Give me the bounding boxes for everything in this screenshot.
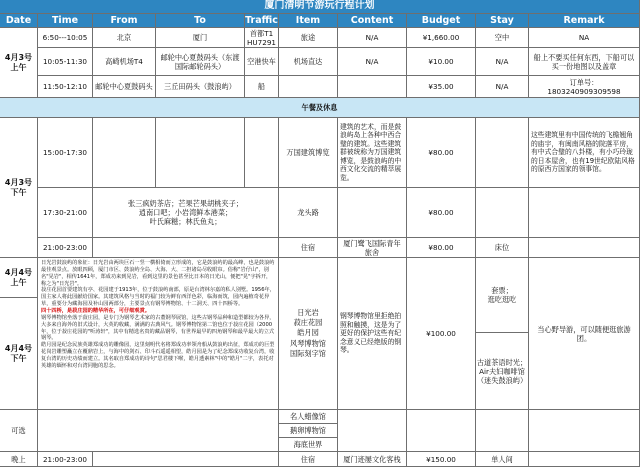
r7-desc-piano: 钢琴博物馆坐落于菽庄园，是专门为钢琴艺术家的古董钢琴展馆，这些古钢琴品种和造型都较为各异，大多来自海外的旧式设计，大英的收藏，满满的古典风气。钢琴博物馆第二馆也位于菽庄花园（2000年，位于菽庄花园的"听涛轩"，其中有精选名贵的藏品钢琴，有世界最早的四角钢琴和最早最大的立式钢琴。	[41, 314, 275, 342]
optional-underwater-world: 海底世界	[279, 438, 338, 452]
r5-content	[338, 188, 407, 238]
r1-from: 北京	[93, 28, 156, 48]
r5-time: 17:30-21:00	[38, 188, 93, 238]
r6-content: 厦门鹭飞国际青年旅舍	[338, 238, 407, 258]
header-date: Date	[0, 14, 38, 28]
header-content: Content	[338, 14, 407, 28]
sheet-title: 厦门清明节游玩行程计划	[0, 0, 640, 14]
r1-to: 厦门	[156, 28, 245, 48]
date-apr4-am: 4月4号 上午	[0, 258, 38, 298]
r7-desc-moon: 皓月园是纪念民族英雄郑成功的雕像园，这里刻明代名将郑成功率领舟船从鼓浪屿出征，郑成功的巨型花岗岩雕塑矗立在覆鼎岩上，与海中的剑石、印斗石遥遥相望，皓月园是为了纪念郑成功收复台湾，收复台湾的历史功绩而建立。其名取自郑成功的诗句"思君楼下喉，皓月透素林"中的"皓月"二字，表托对英雄的缅怀和对台湾同胞的思念。	[41, 342, 275, 369]
r6-route	[93, 238, 279, 258]
r7-stay-cafe: 古道茶语时光； Air夫妇咖啡馆 （迷失鼓浪屿）	[476, 333, 529, 410]
r2-content: N/A	[338, 48, 407, 76]
date-apr3-am: 4月3号 上午	[0, 28, 38, 98]
r9-budget: ¥150.00	[407, 452, 476, 467]
r7-desc-garden: 菽庄花园首要建筑有亭、花园建于1913年，位于鼓浪屿南部，原是台湾林尔嘉的私人别墅。1956年，国主家人将此园献给国家。其建筑风格与当时的福门较为鲜有西洋色彩，临海而筑，园内遍植奇花异草，重要分为藏海园及补山园两部分，主要景点有钢琴博物馆、十二洞天、四十四桥等。	[41, 287, 275, 308]
optional-blank	[38, 410, 279, 452]
header-budget: Budget	[407, 14, 476, 28]
r7-desc-rock: 日光岩鼓浪屿的象征：日光岩由两块巨石一竖一横相倚而立形成的，它是鼓浪屿的最高峰，也是鼓浪屿最佳观景点。放眼四顾，厦门市区、鼓浪屿全岛、大海、大、二担诸岛尽收眼帘。俗称"岩仔山"，别名"晃岩"，相传1641年，郑成功来到晃岩，看到这里的景色甚至比日本的日光山，便把"晃"字拆开，称之为"日光岩"。	[41, 260, 275, 287]
r3-traffic: 船	[245, 76, 279, 98]
r9-stay: 单人间	[476, 452, 529, 467]
r3-content	[338, 76, 407, 98]
evening-label: 晚上	[0, 452, 38, 467]
r9-item: 住宿	[279, 452, 338, 467]
r2-time: 10:05-11:30	[38, 48, 93, 76]
r1-time: 6:50---10:05	[38, 28, 93, 48]
r1-item: 旅途	[279, 28, 338, 48]
r3-time: 11:50-12:10	[38, 76, 93, 98]
r2-item: 机场直达	[279, 48, 338, 76]
r6-remark	[529, 238, 640, 258]
r4-stay	[476, 118, 529, 188]
header-remark: Remark	[529, 14, 640, 28]
r5-item: 龙头路	[279, 188, 338, 238]
r7-stay-ticket: 套票； 逛吃逛吃	[476, 258, 529, 333]
r1-traffic: 首都T1 HU7291	[245, 28, 279, 48]
header-from: From	[93, 14, 156, 28]
header-stay: Stay	[476, 14, 529, 28]
r2-traffic: 空港快车	[245, 48, 279, 76]
optional-stay	[476, 410, 529, 452]
header-item: Item	[279, 14, 338, 28]
r4-time: 15:00-17:30	[38, 118, 93, 188]
r5-budget: ¥80.00	[407, 188, 476, 238]
date-apr3-pm: 4月3号 下午	[0, 118, 38, 258]
r6-budget: ¥80.00	[407, 238, 476, 258]
r3-stay: N/A	[476, 76, 529, 98]
r6-time: 21:00-23:00	[38, 238, 93, 258]
r5-food-list: 张三疯奶茶店；芒果芒果胡桃夹子； 逍南口吧；小岩湾鲜本港菜； 叶氏麻糍；林氏鱼丸；	[93, 188, 279, 238]
r9-route	[93, 452, 279, 467]
r4-traffic	[245, 118, 279, 188]
r3-to: 三丘田码头（鼓浪屿）	[156, 76, 245, 98]
r7-budget: ¥100.00	[407, 258, 476, 410]
r4-to	[156, 118, 245, 188]
r4-remark: 这些建筑里有中国传统的飞檐翘角的庙宇，有闽南风格的院落平房，有中式合璧的八卦楼，有小巧玲珑的日本屋舍，也有19世纪欧陆风格的原西方国家的领事馆。	[529, 118, 640, 188]
optional-remark	[529, 410, 640, 452]
optional-pebble-museum: 鹅卵博物馆	[279, 424, 338, 438]
lunch-rest-band: 午餐及休息	[0, 98, 640, 118]
r4-from	[93, 118, 156, 188]
optional-budget	[407, 410, 476, 452]
header-to: To	[156, 14, 245, 28]
r4-budget: ¥80.00	[407, 118, 476, 188]
r1-stay: 空中	[476, 28, 529, 48]
r2-budget: ¥10.00	[407, 48, 476, 76]
r7-item: 日光岩 菽庄花园 皓月园 风琴博物馆 国际刻字馆	[279, 258, 338, 410]
date-apr4-pm: 4月4号 下午	[0, 298, 38, 410]
r4-content: 建筑的艺术，而是鼓浪屿岛上各种中西合璧的建筑。这些建筑群被统称为万国建筑博览，是鼓浪屿的中西文化交流的精萃展览。	[338, 118, 407, 188]
r2-to: 邮轮中心夏鼓码头（东渡国际邮轮码头）	[156, 48, 245, 76]
r3-item	[279, 76, 338, 98]
r7-tip: 四十四桥，是菽庄园的精华所在，可仔细观赏。	[41, 308, 150, 315]
r3-from: 邮轮中心夏鼓码头	[93, 76, 156, 98]
r5-stay	[476, 188, 529, 238]
r2-from: 高崎机场T4	[93, 48, 156, 76]
r6-stay: 床位	[476, 238, 529, 258]
r9-content: 厦门迹屡文化客栈	[338, 452, 407, 467]
r4-item: 万国建筑博览	[279, 118, 338, 188]
r2-remark: 船上不要买任何东西，下船可以买一份地图以及盖章	[529, 48, 640, 76]
r6-item: 住宿	[279, 238, 338, 258]
r9-time: 21:00-23:00	[38, 452, 93, 467]
optional-wax-museum: 名人蜡像馆	[279, 410, 338, 424]
optional-label: 可选	[0, 410, 38, 452]
r1-content: N/A	[338, 28, 407, 48]
optional-content	[338, 410, 407, 452]
r3-budget: ¥35.00	[407, 76, 476, 98]
header-traffic: Traffic	[245, 14, 279, 28]
r7-content: 钢琴博物馆里拒绝拍照和触摸，这是为了更好的保护这些有纪念意义已经绝版的钢琴。	[338, 258, 407, 410]
r7-description	[38, 258, 279, 410]
r5-remark	[529, 188, 640, 238]
r1-budget: ¥1,660.00	[407, 28, 476, 48]
header-time: Time	[38, 14, 93, 28]
r1-remark: NA	[529, 28, 640, 48]
r7-remark: 当心野导游，可以随便逛旅游团。	[529, 258, 640, 410]
r3-remark: 订单号： 1803240909309598	[529, 76, 640, 98]
r9-remark	[529, 452, 640, 467]
r2-stay: N/A	[476, 48, 529, 76]
